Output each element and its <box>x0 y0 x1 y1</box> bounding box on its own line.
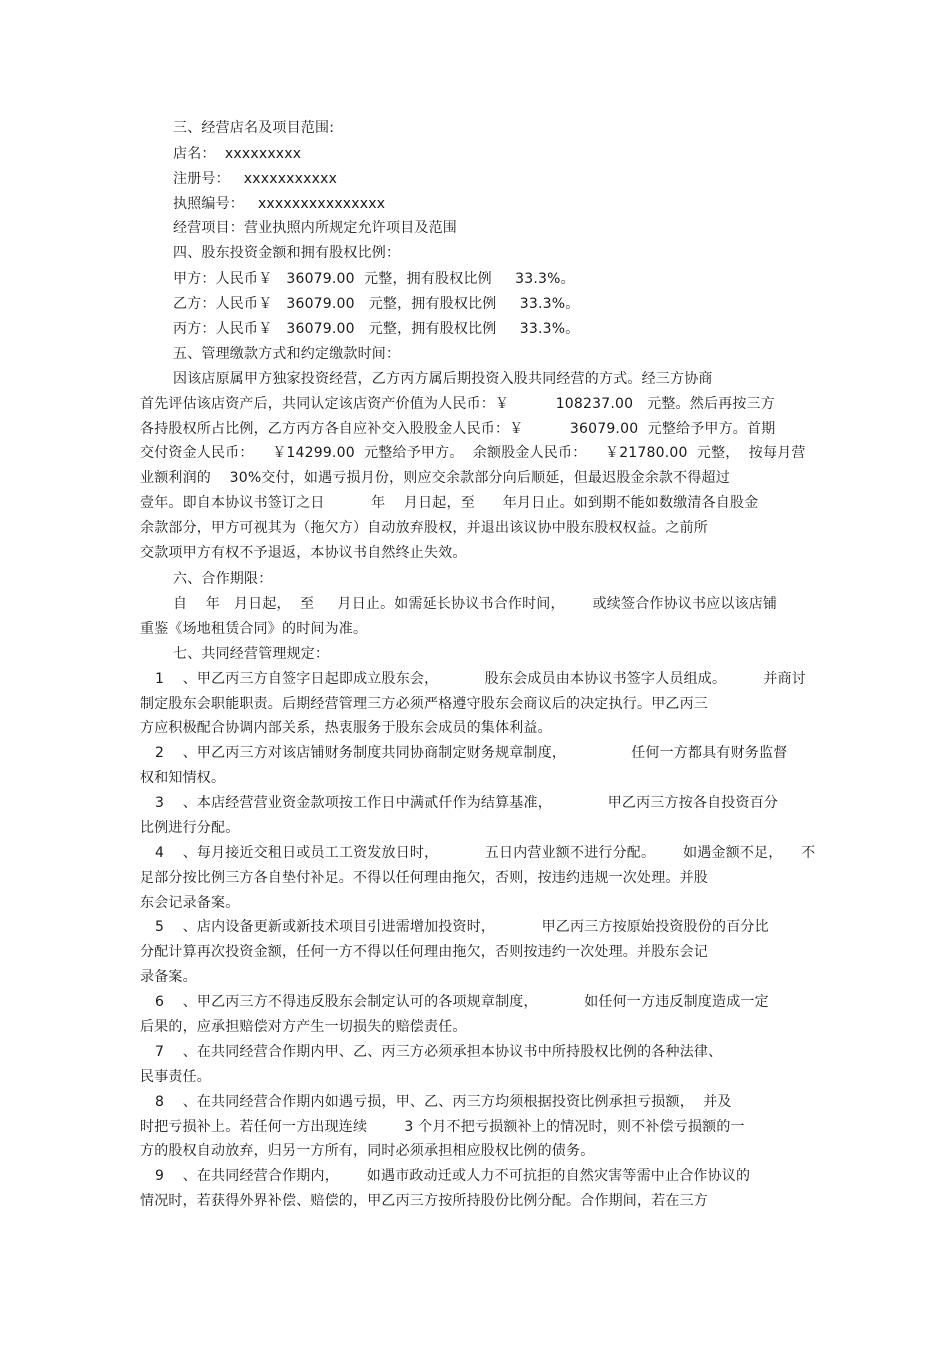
clause-1-line: 1 、甲乙丙三方自签字日起即成立股东会， 股东会成员由本协议书签字人员组成。 并商讨 <box>155 671 807 687</box>
paragraph-line: 因该店原属甲方独家投资经营，乙方丙方属后期投资入股共同经营的方式。经三方协商 <box>173 371 713 387</box>
paragraph-line: 足部分按比例三方各自垫付补足。不得以任何理由拖欠，否则，按违约违规一次处理。并股 <box>140 870 708 886</box>
paragraph-line: 分配计算再次投资金额，任何一方不得以任何理由拖欠，否则按违约一次处理。并股东会记 <box>140 944 708 960</box>
clause-4-line: 4 、每月接近交租日或员工工资发放日时， 五日内营业额不进行分配。 如遇金额不足， 不 <box>155 845 816 861</box>
paragraph-line: 各持股权所占比例，乙方丙方各自应补交入股股金人民币：￥ 36079.00 元整给予甲方。首期 <box>140 421 776 437</box>
clause-2-line: 2 、甲乙丙三方对该店铺财务制度共同协商制定财务规章制度， 任何一方都具有财务监督 <box>155 745 788 761</box>
paragraph-line: 自 年 月日起， 至 月日止。如需延长协议书合作时间， 或续签合作协议书应以该店铺 <box>173 596 778 612</box>
party-c-investment-line: 丙方：人民币￥ 36079.00 元整，拥有股权比例 33.3%。 <box>173 321 580 337</box>
paragraph-line: 壹年。即自本协议书签订之日 年 月日起，至 年月日止。如到期不能如数缴清各自股金 <box>140 495 759 511</box>
paragraph-line: 业额利润的 30%交付，如遇亏损月份，则应交余款部分向后顺延，但最迟股金余款不得超过 <box>140 470 730 486</box>
paragraph-line: 方应积极配合协调内部关系，热衷服务于股东会成员的集体利益。 <box>140 720 552 736</box>
section-four-heading: 四、股东投资金额和拥有股权比例： <box>173 245 401 261</box>
paragraph-line: 比例进行分配。 <box>140 820 240 836</box>
paragraph-line: 情况时，若获得外界补偿、赔偿的，甲乙丙三方按所持股份比例分配。合作期间，若在三方 <box>140 1193 708 1209</box>
party-a-investment-line: 甲方：人民币￥ 36079.00 元整，拥有股权比例 33.3%。 <box>173 271 575 287</box>
registration-number-line: 注册号： xxxxxxxxxxx <box>173 171 338 187</box>
clause-5-line: 5 、店内设备更新或新技术项目引进需增加投资时， 甲乙丙三方按原始投资股份的百分比 <box>155 919 769 935</box>
section-three-heading: 三、经营店名及项目范围: <box>173 120 335 136</box>
paragraph-line: 重鉴《场地租赁合同》的时间为准。 <box>140 621 368 637</box>
section-seven-heading: 七、共同经营管理规定： <box>173 646 330 662</box>
paragraph-line: 交付资金人民币： ￥14299.00 元整给予甲方。 余额股金人民币： ￥21780.00 元整， 按每月营 <box>140 445 806 461</box>
store-name-line: 店名： xxxxxxxxx <box>173 146 302 162</box>
party-b-investment-line: 乙方：人民币￥ 36079.00 元整，拥有股权比例 33.3%。 <box>173 296 580 312</box>
paragraph-line: 交款项甲方有权不予退返，本协议书自然终止失效。 <box>140 545 467 561</box>
clause-9-line: 9 、在共同经营合作期内， 如遇市政动迁或人力不可抗拒的自然灾害等需中止合作协议的 <box>155 1168 751 1184</box>
license-number-line: 执照编号： xxxxxxxxxxxxxxx <box>173 196 386 212</box>
paragraph-line: 东会记录备案。 <box>140 895 240 911</box>
paragraph-line: 余款部分，甲方可视其为（拖欠方）自动放弃股权，并退出该议协中股东股权权益。之前所 <box>140 520 708 536</box>
section-five-heading: 五、管理缴款方式和约定缴款时间： <box>173 346 401 362</box>
paragraph-line: 民事责任。 <box>140 1069 211 1085</box>
paragraph-line: 时把亏损补上。若任何一方出现连续 3 个月不把亏损额补上的情况时，则不补偿亏损额的一 <box>140 1119 745 1135</box>
paragraph-line: 制定股东会职能职责。后期经营管理三方必须严格遵守股东会商议后的决定执行。甲乙丙三 <box>140 696 708 712</box>
paragraph-line: 方的股权自动放弃，归另一方所有，同时必须承担相应股权比例的债务。 <box>140 1143 595 1159</box>
paragraph-line: 录备案。 <box>140 969 197 985</box>
paragraph-line: 后果的，应承担赔偿对方产生一切损失的赔偿责任。 <box>140 1019 467 1035</box>
paragraph-line: 权和知情权。 <box>140 770 226 786</box>
section-six-heading: 六、合作期限： <box>173 571 273 587</box>
paragraph-line: 首先评估该店资产后，共同认定该店资产价值为人民币：￥ 108237.00 元整。然后再按三方 <box>140 396 775 412</box>
clause-3-line: 3 、本店经营营业资金款项按工作日中满贰仟作为结算基准， 甲乙丙三方按各自投资百分 <box>155 795 779 811</box>
clause-6-line: 6 、甲乙丙三方不得违反股东会制定认可的各项规章制度， 如任何一方违反制度造成一定 <box>155 994 769 1010</box>
clause-7-line: 7 、在共同经营合作期内甲、乙、丙三方必须承担本协议书中所持股权比例的各种法律、 <box>155 1044 723 1060</box>
business-scope-line: 经营项目：营业执照内所规定允许项目及范围 <box>173 220 457 236</box>
clause-8-line: 8 、在共同经营合作期内如遇亏损，甲、乙、丙三方均须根据投资比例承担亏损额， 并及 <box>155 1094 732 1110</box>
